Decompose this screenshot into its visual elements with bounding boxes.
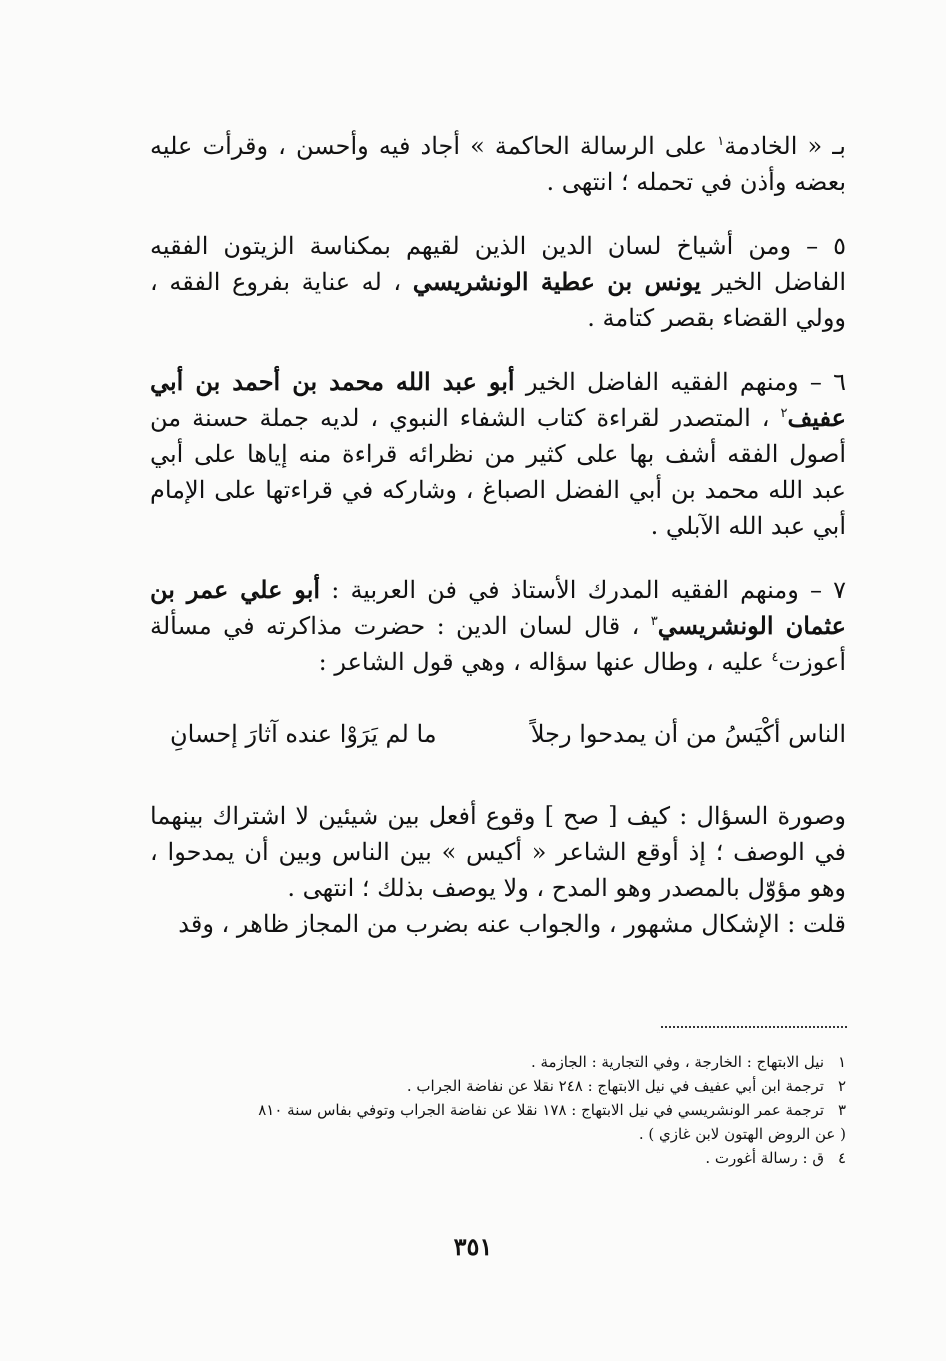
footnote-ref[interactable]: ٤ (771, 650, 779, 665)
person-name: يونس بن عطية الونشريسي (412, 267, 701, 296)
paragraph-7 (150, 572, 846, 680)
footnote-item (150, 1098, 846, 1122)
footnote-text: نيل الابتهاج : الخارجة ، وفي التجارية : الجازمة . (530, 1053, 824, 1071)
footnote-text: ترجمة عمر الونشريسي في نيل الابتهاج : ١٧٨ نقلا عن نفاضة الجراب وتوفي بفاس سنة ٨١٠ (258, 1101, 824, 1119)
paragraph-gap (150, 544, 846, 572)
main-text (150, 128, 846, 942)
footnote-item (150, 1050, 846, 1074)
paragraph-gap (150, 336, 846, 364)
text-run: على الرسالة الحاكمة » أجاد فيه وأحسن ، وقرأت عليه بعضه وأذن في تحمله ؛ انتهى . (150, 132, 846, 196)
verse-first-hemistich: الناس أكْيَسُ من أن يمدحوا رجلاً (530, 720, 846, 748)
text-run: ، قال لسان الدين : حضرت مذاكرته في مسألة أعوزت (150, 612, 846, 676)
footnote-number: ٣ (837, 1101, 846, 1119)
text-run: بـ « الخادمة (724, 132, 846, 160)
text-run: ٦ – ومنهم الفقيه الفاضل الخير (514, 368, 847, 396)
text-run: ، المتصدر لقراءة كتاب الشفاء النبوي ، لديه جملة حسنة من أصول الفقه أشف بها على كثير من نظرائه قراءة منه إياها على أبي عبد الله محمد بن أبي الفضل الصباغ ، وشاركه في قراءتها على الإمام أبي عبد الله الآبلي . (150, 404, 846, 540)
page-number: ٣٥١ (453, 1232, 493, 1261)
footnotes (150, 1050, 846, 1170)
person-name: أبو علي عمر بن عثمان الونشريسي (150, 575, 846, 640)
footnote-divider (661, 1026, 847, 1028)
footnote-text: ترجمة ابن أبي عفيف في نيل الابتهاج : ٢٤٨ نقلا عن نفاضة الجراب . (406, 1077, 824, 1095)
verse-second-hemistich: ما لم يَرَوْا عنده آثارَ إحسانِ (170, 720, 437, 748)
paragraph-intro (150, 128, 846, 200)
footnote-item (150, 1074, 846, 1098)
footnote-number: ١ (837, 1053, 846, 1071)
paragraph-question: وصورة السؤال : كيف [ صح ] وقوع أفعل بين شيئين لا اشتراك بينهما في الوصف ؛ إذ أوقع الشاعر « أكيس » بين الناس وبين أن يمدحوا ، وهو مؤوّل بالمصدر وهو المدح ، ولا يوصف بذلك ؛ انتهى . (150, 802, 846, 902)
footnote-ref[interactable]: ٢ (780, 406, 788, 421)
text-run: ٧ – ومنهم الفقيه المدرك الأستاذ في فن العربية : (320, 576, 846, 604)
text-run: عليه ، وطال عنها سؤاله ، وهي قول الشاعر : (318, 648, 772, 676)
footnote-ref[interactable]: ١ (717, 134, 725, 149)
footnote-continuation: ( عن الروض الهتون لابن غازي ) . (638, 1125, 846, 1143)
paragraph-6 (150, 364, 846, 544)
paragraph-gap (150, 200, 846, 228)
footnote-ref[interactable]: ٣ (650, 614, 658, 629)
paragraph-5 (150, 228, 846, 336)
text-run: ، له عناية بفروع الفقه ، وولي القضاء بقصر كتامة . (150, 268, 846, 332)
footnote-number: ٢ (837, 1077, 846, 1095)
footnote-text: ق : رسالة أغورت . (705, 1149, 824, 1167)
footnote-number: ٤ (837, 1149, 846, 1167)
footnote-item (150, 1146, 846, 1170)
paragraph-answer: قلت : الإشكال مشهور ، والجواب عنه بضرب من المجاز ظاهر ، وقد (178, 910, 846, 938)
poem-verse (150, 716, 846, 752)
person-name: أبو عبد الله محمد بن أحمد بن أبي عفيف (150, 367, 846, 432)
text-run: ٥ – ومن أشياخ لسان الدين الذين لقيهم بمكناسة الزيتون الفقيه الفاضل الخير (150, 232, 847, 296)
